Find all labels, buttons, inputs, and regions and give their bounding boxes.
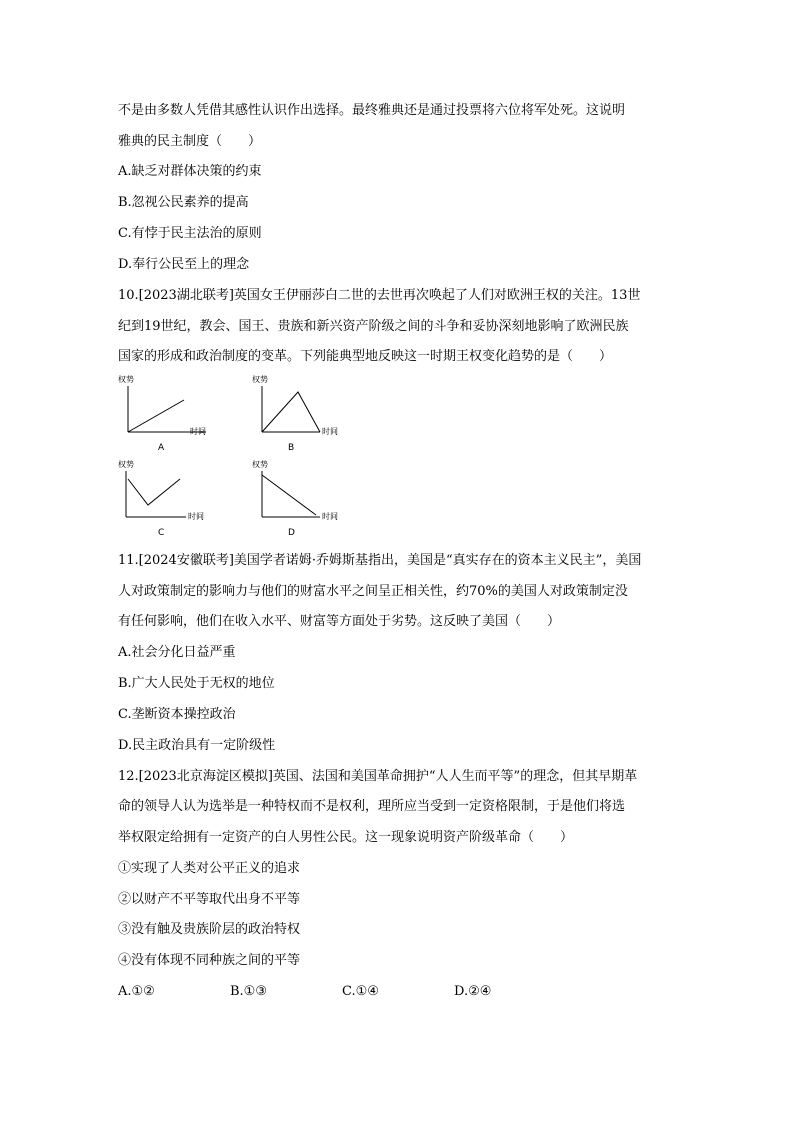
graph-a-label: A (158, 443, 165, 453)
graph-c-trend-line (128, 479, 180, 505)
q12-item-1: ①实现了人类对公平正义的追求 (118, 861, 301, 876)
graph-d-xlabel: 时间 (322, 512, 338, 521)
q11-option-c: C.垄断资本操控政治 (118, 707, 236, 722)
q12-option-a: A.①② (118, 984, 155, 999)
q10-stem-line-2: 纪到19世纪，教会、国王、贵族和新兴资产阶级之间的斗争和妥协深刻地影响了欧洲民族 (118, 319, 629, 334)
q12-stem-line-2: 命的领导人认为选举是一种特权而不是权利，理所应当受到一定资格限制，于是他们将选 (118, 799, 626, 814)
q12-item-3: ③没有触及贵族阶层的政治特权 (118, 922, 301, 937)
q12-options-row (118, 984, 678, 1002)
q10-stem-line-1: 10.[2023湖北联考]英国女王伊丽莎白二世的去世再次唤起了人们对欧洲王权的关注。13世 (118, 288, 641, 303)
graph-a-trend-line (128, 400, 184, 432)
q12-option-c: C.①④ (342, 984, 379, 999)
q12-item-2: ②以财产不平等取代出身不平等 (118, 892, 301, 907)
graph-b-label: B (288, 443, 295, 453)
q11-option-b: B.广大人民处于无权的地位 (118, 676, 275, 691)
graph-a-xlabel: 时间 (190, 427, 206, 436)
q12-item-4: ④没有体现不同种族之间的平等 (118, 953, 301, 968)
q11-option-d: D.民主政治具有一定阶级性 (118, 738, 276, 753)
graph-b (250, 370, 360, 455)
q9-stem-line-1: 不是由多数人凭借其感性认识作出选择。最终雅典还是通过投票将六位将军处死。这说明 (118, 103, 626, 118)
graph-a-ylabel: 权势 (118, 375, 134, 384)
q9-option-c: C.有悖于民主法治的原则 (118, 226, 262, 241)
q11-stem-line-3: 有任何影响，他们在收入水平、财富等方面处于劣势。这反映了美国（ ） (118, 614, 561, 629)
q12-option-d: D.②④ (454, 984, 492, 999)
graph-c-label: C (158, 528, 165, 538)
q9-option-b: B.忽视公民素养的提高 (118, 195, 249, 210)
graph-c-ylabel: 权势 (118, 460, 134, 469)
q11-stem-line-2: 人对政策制定的影响力与他们的财富水平之间呈正相关性，约70%的美国人对政策制定没 (118, 584, 628, 599)
graph-a (112, 370, 222, 455)
graph-b-xlabel: 时间 (322, 427, 338, 436)
graph-b-trend-line (262, 392, 320, 432)
q10-stem-line-3: 国家的形成和政治制度的变革。下列能典型地反映这一时期王权变化趋势的是（ ） (118, 349, 613, 364)
q9-option-d: D.奉行公民至上的理念 (118, 257, 250, 272)
q11-stem-line-1: 11.[2024安徽联考]美国学者诺姆·乔姆斯基指出，美国是“真实存在的资本主义民主”，美国 (118, 553, 642, 568)
graph-d-ylabel: 权势 (252, 460, 268, 469)
q9-option-a: A.缺乏对群体决策的约束 (118, 164, 262, 179)
graph-d-label: D (288, 528, 295, 538)
graph-b-ylabel: 权势 (252, 375, 268, 384)
graph-c (112, 455, 222, 540)
q11-option-a: A.社会分化日益严重 (118, 645, 236, 660)
graph-d (250, 455, 360, 540)
graph-c-xlabel: 时间 (188, 512, 204, 521)
graph-d-trend-line (262, 475, 316, 515)
q12-stem-line-3: 举权限定给拥有一定资产的白人男性公民。这一现象说明资产阶级革命（ ） (118, 830, 574, 845)
q9-stem-line-2: 雅典的民主制度（ ） (118, 134, 262, 149)
q12-option-b: B.①③ (230, 984, 267, 999)
q12-stem-line-1: 12.[2023北京海淀区模拟]英国、法国和美国革命拥护“人人生而平等”的理念，但其早期革 (118, 769, 638, 784)
